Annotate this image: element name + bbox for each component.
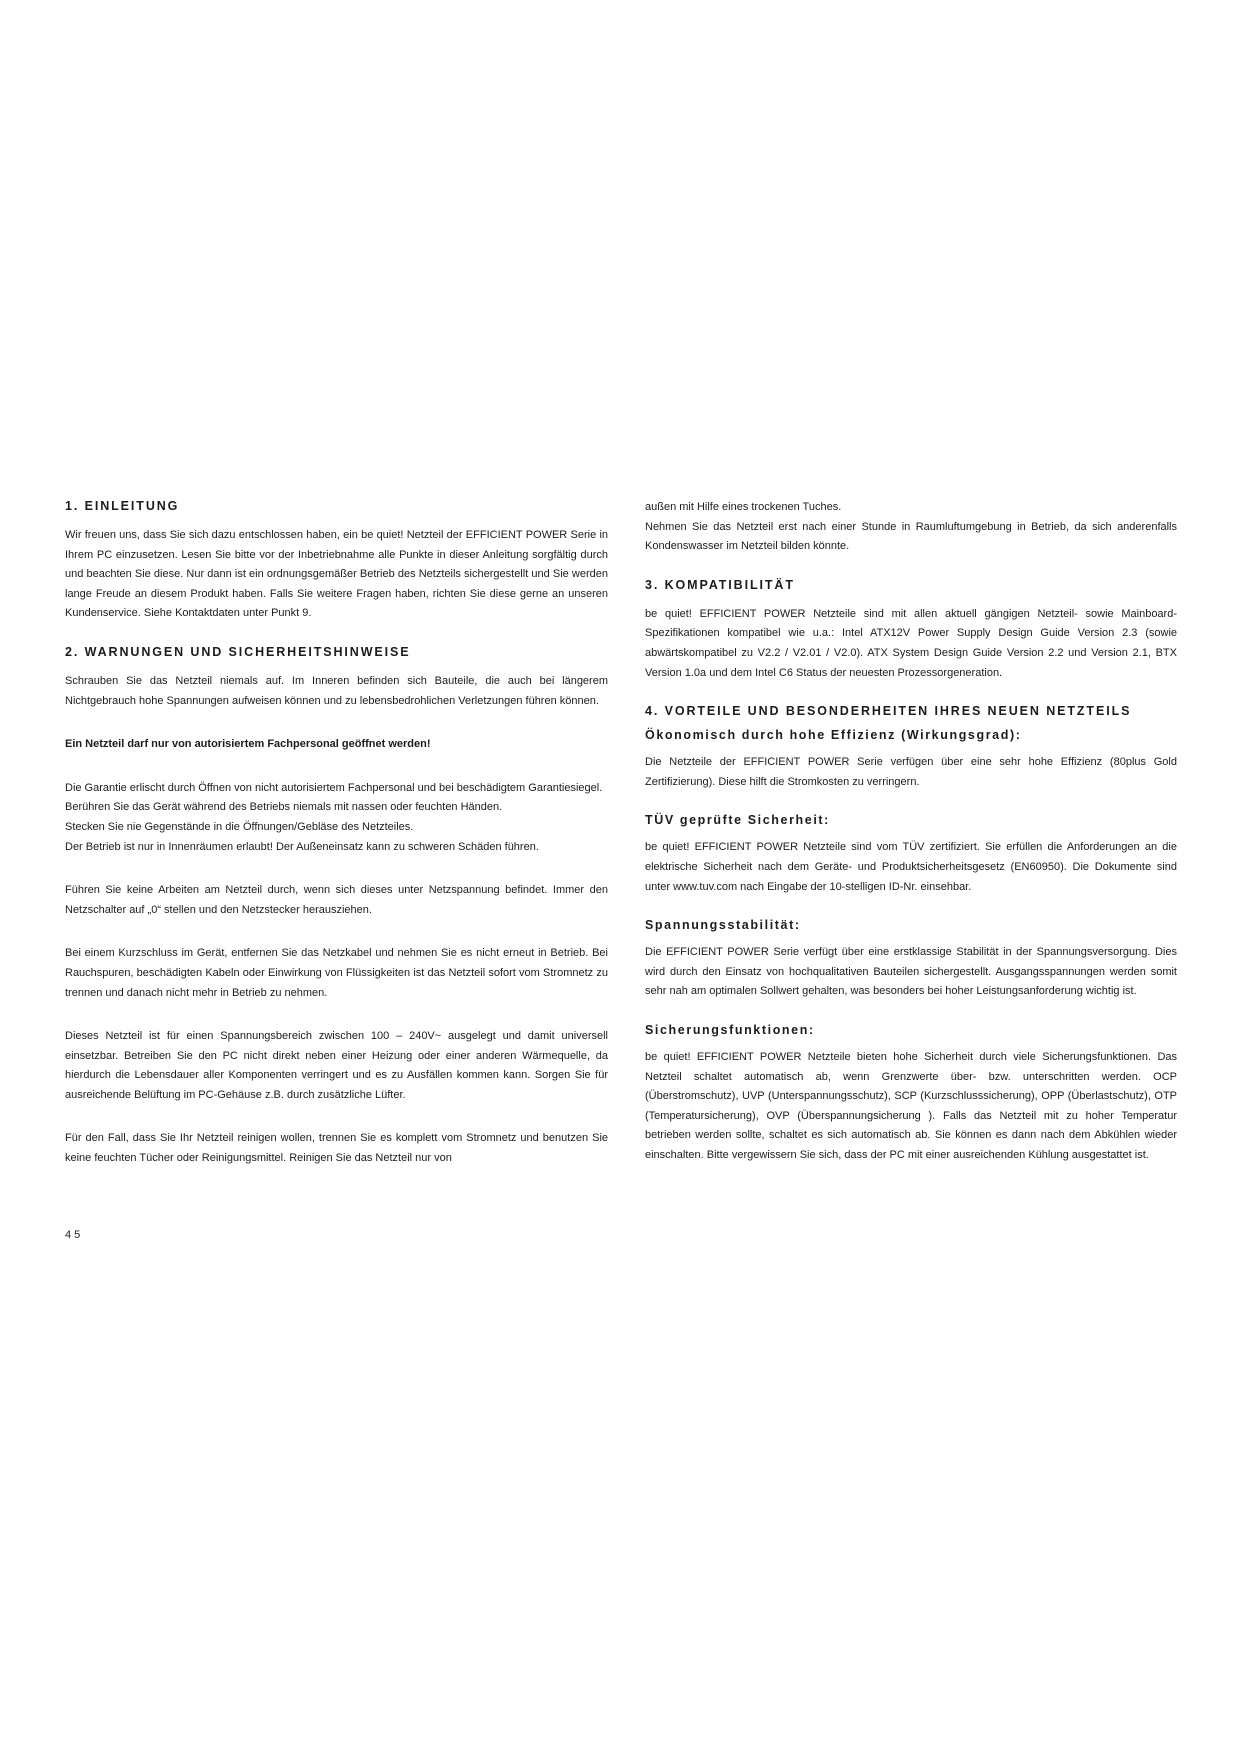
- warnungen-bold-note: Ein Netzteil darf nur von autorisiertem Fachpersonal geöffnet werden!: [65, 738, 431, 751]
- sicherungsfunktionen-text: be quiet! EFFICIENT POWER Netzteile bieten hohe Sicherheit durch viele Sicherungsfunktionen. Das Netzteil schaltet automatisch ab, wenn Grenzwerte über- bzw. unterschritten werden. OCP (Überstromschutz), UVP (Unterspannungsschutz), SCP (Kurzschlusssicherung), OPP (Überlastschutz), OTP (Temperatursicherung), OVP (Überspannungsicherung ). Falls das Netzteil mit zu hoher Temperatur betrieben werden sollte, schaltet es sich automatisch ab. Sie können es dann nach dem Abkühlen wieder einschalten. Bitte vergewissern Sie sich, dass der PC mit einer ausreichenden Kühlung ausgestattet ist.: [645, 1050, 1177, 1161]
- section-title-kompatibilitaet: 3. KOMPATIBILITÄT: [645, 577, 795, 592]
- page-number: 45: [65, 1229, 84, 1241]
- warnungen-paragraph-spannungsbereich: Dieses Netzteil ist für einen Spannungsbereich zwischen 100 – 240V~ ausgelegt und damit universell einsetzbar. Betreiben Sie den PC nicht direkt neben einer Heizung oder einer anderen Wärmequelle, da hierdurch die Lebensdauer aller Komponenten verringert und es zu Ausfällen kommen kann. Sorgen Sie für ausreichende Belüftung im PC-Gehäuse z.B. durch zusätzliche Lüfter.: [65, 1030, 608, 1101]
- subsection-title-effizienz: Ökonomisch durch hohe Effizienz (Wirkungsgrad):: [645, 728, 1022, 743]
- kompatibilitaet-text: be quiet! EFFICIENT POWER Netzteile sind mit allen aktuell gängigen Netzteil- sowie Mainboard-Spezifikationen kompatibel wie u.a.: Intel ATX12V Power Supply Design Guide Version 2.3 (sowie abwärtskompatibel zu V2.2 / V2.01 / V2.0). ATX System Design Guide Version 2.2 und Version 2.1, BTX Version 1.0a und dem Intel C6 Status der neuesten Prozessorgeneration.: [645, 607, 1177, 679]
- warnungen-line-gegenstaende: Stecken Sie nie Gegenstände in die Öffnungen/Gebläse des Netzteiles.: [65, 820, 414, 833]
- kondenswasser-paragraph: Nehmen Sie das Netzteil erst nach einer Stunde in Raumluftumgebung in Betrieb, da sich anderenfalls Kondenswasser im Netzteil bilden könnte.: [645, 520, 1177, 553]
- section-title-einleitung: 1. EINLEITUNG: [65, 499, 180, 513]
- section-title-vorteile: 4. VORTEILE UND BESONDERHEITEN IHRES NEUEN NETZTEILS: [645, 704, 1132, 719]
- subsection-title-sicherungsfunktionen: Sicherungsfunktionen:: [645, 1022, 815, 1037]
- warnungen-paragraph-1: Schrauben Sie das Netzteil niemals auf. Im Inneren befinden sich Bauteile, die auch bei längerem Nichtgebrauch hohe Spannungen aufweisen können und zu lebensbedrohlichen Verletzungen führen können.: [65, 674, 608, 707]
- subsection-title-tuev: TÜV geprüfte Sicherheit:: [645, 813, 830, 828]
- effizienz-text: Die Netzteile der EFFICIENT POWER Serie verfügen über eine sehr hohe Effizienz (80plus Gold Zertifizierung). Diese hilft die Stromkosten zu verringern.: [645, 756, 1177, 788]
- tuev-text: be quiet! EFFICIENT POWER Netzteile sind vom TÜV zertifiziert. Sie erfüllen die Anforderungen an die elektrische Sicherheit nach dem Geräte- und Produktsicherheitsgesetz (EN60950). Die Dokumente sind unter www.tuv.com nach Eingabe der 10-stelligen ID-Nr. einsehbar.: [645, 841, 1177, 893]
- left-column: [65, 498, 608, 1169]
- warnungen-line-haende: Berühren Sie das Gerät während des Betriebs niemals mit nassen oder feuchten Händen.: [65, 801, 503, 814]
- reinigen-continuation: außen mit Hilfe eines trockenen Tuches.: [645, 501, 842, 513]
- warnungen-paragraph-reinigen: Für den Fall, dass Sie Ihr Netzteil reinigen wollen, trennen Sie es komplett vom Stromnetz und benutzen Sie keine feuchten Tücher oder Reinigungsmittel. Reinigen Sie das Netzteil nur von: [65, 1132, 608, 1165]
- spannungsstabilitaet-text: Die EFFICIENT POWER Serie verfügt über eine erstklassige Stabilität in der Spannungsversorgung. Dies wird durch den Einsatz von hochqualitativen Bauteilen sichergestellt. Ausgangsspannungen werden somit sehr nah am optimalen Sollwert gehalten, was besonders bei hoher Leistungsanforderung wichtig ist.: [645, 946, 1177, 998]
- warnungen-paragraph-netzspannung: Führen Sie keine Arbeiten am Netzteil durch, wenn sich dieses unter Netzspannung befindet. Immer den Netzschalter auf „0“ stellen und den Netzstecker herausziehen.: [65, 884, 608, 916]
- warnungen-paragraph-kurzschluss: Bei einem Kurzschluss im Gerät, entfernen Sie das Netzkabel und nehmen Sie es nicht erneut in Betrieb. Bei Rauchspuren, beschädigten Kabeln oder Einwirkung von Flüssigkeiten ist das Netzteil sofort vom Stromnetz zu trennen und danach nicht mehr in Betrieb zu nehmen.: [65, 947, 608, 999]
- section-title-warnungen: 2. WARNUNGEN UND SICHERHEITSHINWEISE: [65, 644, 411, 659]
- einleitung-text: Wir freuen uns, dass Sie sich dazu entschlossen haben, ein be quiet! Netzteil der EFFICIENT POWER Serie in Ihrem PC einzusetzen. Lesen Sie bitte vor der Inbetriebnahme alle Punkte in dieser Anleitung sorgfältig durch und beachten Sie diese. Nur dann ist ein ordnungsgemäßer Betrieb des Netzteils sichergestellt und Sie werden lange Freude an diesem Produkt haben. Falls Sie weitere Fragen haben, richten Sie diese gerne an unseren Kundenservice. Siehe Kontaktdaten unter Punkt 9.: [65, 529, 608, 620]
- subsection-title-spannungsstabilitaet: Spannungsstabilität:: [645, 918, 801, 933]
- warnungen-line-innenraum: Der Betrieb ist nur in Innenräumen erlaubt! Der Außeneinsatz kann zu schweren Schäden führen.: [65, 840, 539, 853]
- right-column: [645, 498, 1177, 1165]
- warnungen-line-garantie: Die Garantie erlischt durch Öffnen von nicht autorisiertem Fachpersonal und bei beschädigtem Garantiesiegel.: [65, 781, 603, 794]
